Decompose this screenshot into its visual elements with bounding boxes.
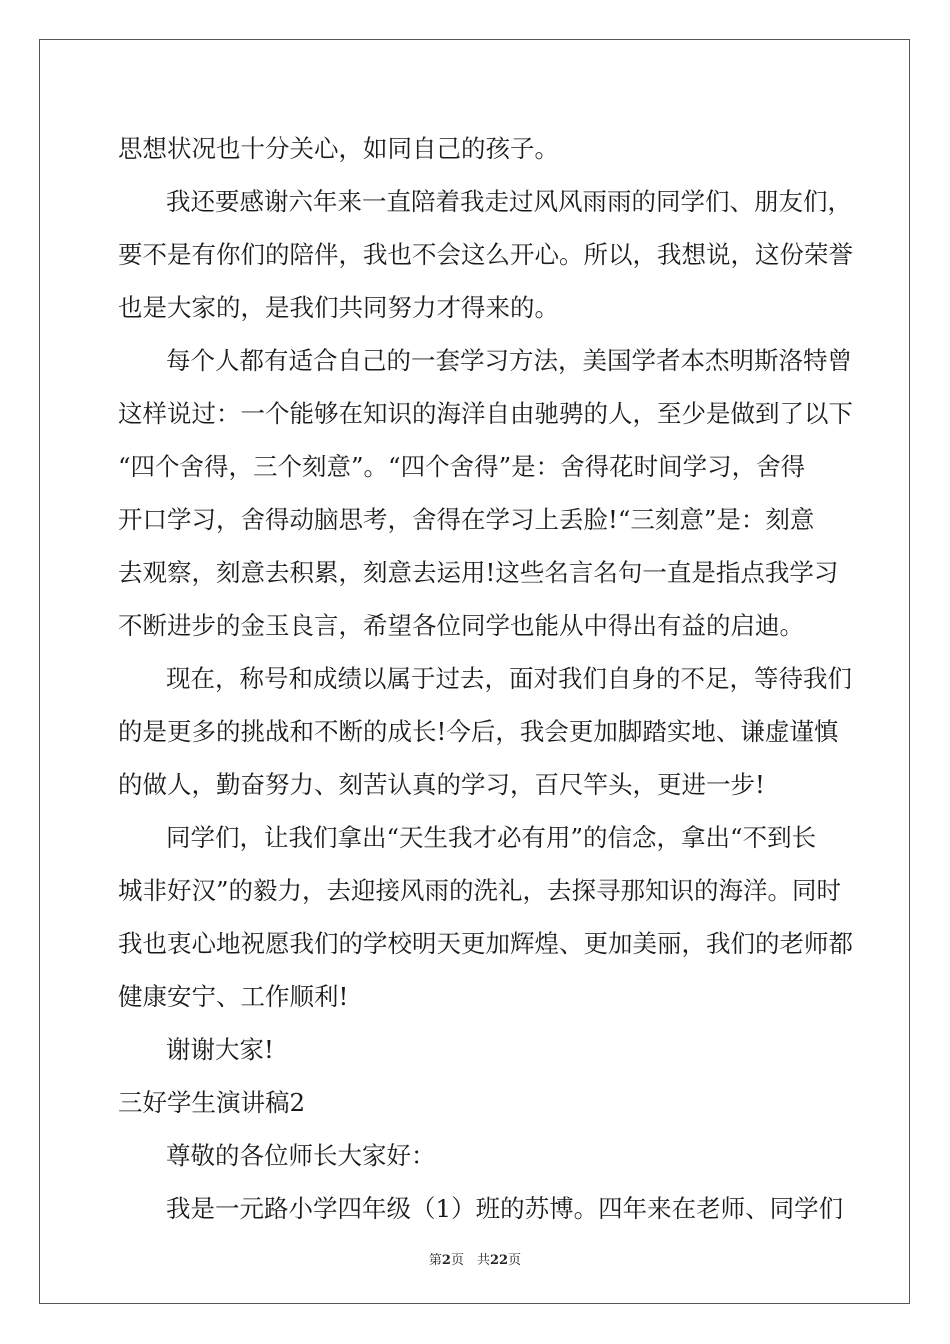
text-line: 不断进步的金玉良言，希望各位同学也能从中得出有益的启迪。 — [118, 611, 804, 640]
text-line: 开口学习，舍得动脑思考，舍得在学习上丢脸!“三刻意”是：刻意 — [118, 505, 815, 534]
page-footer — [0, 1249, 950, 1268]
text-line: 我还要感谢六年来一直陪着我走过风风雨雨的同学们、朋友们， — [166, 187, 852, 216]
text-line: 我也衷心地祝愿我们的学校明天更加辉煌、更加美丽，我们的老师都 — [118, 929, 853, 958]
text-line: 去观察，刻意去积累，刻意去运用!这些名言名句一直是指点我学习 — [118, 558, 839, 587]
page-label-mid: 页 共 — [450, 1253, 490, 1268]
text-line: 要不是有你们的陪伴，我也不会这么开心。所以，我想说，这份荣誉 — [118, 240, 853, 269]
text-line: 现在，称号和成绩以属于过去，面对我们自身的不足，等待我们 — [166, 664, 852, 693]
text-line: “四个舍得，三个刻意”。“四个舍得”是：舍得花时间学习，舍得 — [118, 452, 806, 481]
text-line: 我是一元路小学四年级（1）班的苏博。四年来在老师、同学们 — [166, 1194, 844, 1223]
page-label-post: 页 — [508, 1253, 522, 1268]
text-line: 思想状况也十分关心，如同自己的孩子。 — [118, 134, 559, 163]
text-line: 的做人，勤奋努力、刻苦认真的学习，百尺竿头，更进一步! — [118, 770, 765, 799]
text-line: 也是大家的，是我们共同努力才得来的。 — [118, 293, 559, 322]
text-line: 谢谢大家! — [166, 1035, 274, 1064]
text-line: 健康安宁、工作顺利! — [118, 982, 349, 1011]
text-line: 同学们，让我们拿出“天生我才必有用”的信念，拿出“不到长 — [166, 823, 817, 852]
text-line: 尊敬的各位师长大家好： — [166, 1141, 436, 1170]
text-line: 每个人都有适合自己的一套学习方法，美国学者本杰明斯洛特曾 — [166, 346, 852, 375]
text-line: 的是更多的挑战和不断的成长!今后，我会更加脚踏实地、谦虚谨慎 — [118, 717, 839, 746]
text-line: 这样说过：一个能够在知识的海洋自由驰骋的人，至少是做到了以下 — [118, 399, 853, 428]
page-label-pre: 第 — [428, 1253, 442, 1268]
page-current: 2 — [441, 1253, 451, 1268]
section-heading: 三好学生演讲稿2 — [118, 1088, 306, 1117]
text-line: 城非好汉”的毅力，去迎接风雨的洗礼，去探寻那知识的海洋。同时 — [118, 876, 842, 905]
page-total: 22 — [489, 1253, 509, 1268]
